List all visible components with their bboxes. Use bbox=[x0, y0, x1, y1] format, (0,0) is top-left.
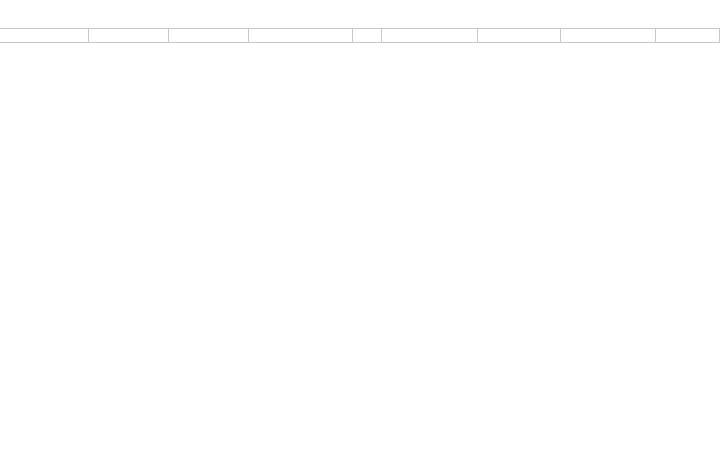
col-header-f[interactable] bbox=[382, 29, 478, 43]
col-header-i[interactable] bbox=[656, 29, 720, 43]
total-1-cell[interactable] bbox=[570, 14, 656, 28]
sheet-title[interactable] bbox=[0, 0, 300, 14]
column-header-row bbox=[0, 28, 720, 43]
col-header-d[interactable] bbox=[249, 29, 353, 43]
col-header-e[interactable] bbox=[353, 29, 382, 43]
title-row bbox=[0, 0, 720, 14]
col-header-g[interactable] bbox=[478, 29, 561, 43]
col-header-a[interactable] bbox=[0, 29, 89, 43]
model-cell[interactable] bbox=[0, 14, 120, 28]
col-header-h[interactable] bbox=[561, 29, 656, 43]
col-header-c[interactable] bbox=[169, 29, 249, 43]
model-row bbox=[0, 14, 720, 28]
total-2-cell[interactable] bbox=[656, 14, 716, 28]
col-header-b[interactable] bbox=[89, 29, 169, 43]
